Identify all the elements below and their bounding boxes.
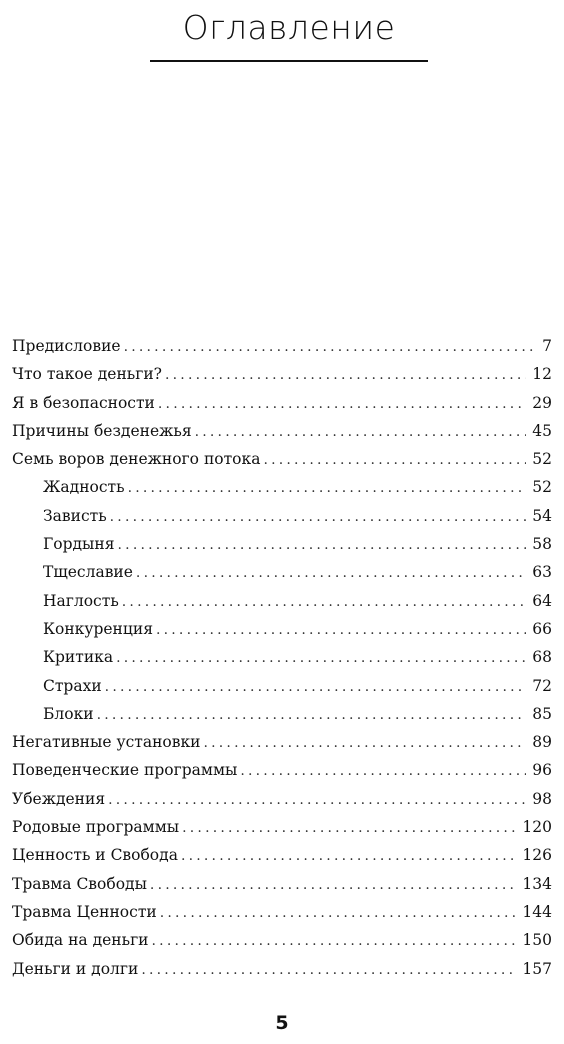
toc-entry-page: 144 <box>522 902 552 921</box>
toc-entry <box>12 813 552 841</box>
toc-entry-page: 126 <box>522 846 552 865</box>
toc-dot-leader <box>263 446 526 474</box>
toc-entry <box>12 332 552 360</box>
toc-dot-leader <box>152 927 517 955</box>
toc-entry-title: Блоки <box>43 704 94 723</box>
toc-entry <box>12 502 552 530</box>
toc-entry-title: Гордыня <box>43 535 115 554</box>
toc-entry-page: 52 <box>532 450 552 469</box>
toc-entry-page: 63 <box>532 563 552 582</box>
toc-entry-title: Тщеславие <box>43 563 133 582</box>
toc-entry-page: 120 <box>522 818 552 837</box>
toc-entry-title: Ценность и Свобода <box>12 846 178 865</box>
toc-entry-page: 52 <box>532 478 552 497</box>
toc-entry-page: 98 <box>532 789 552 808</box>
toc-entry-title: Я в безопасности <box>12 393 155 412</box>
toc-dot-leader <box>203 729 526 757</box>
toc-entry <box>12 360 552 388</box>
toc-entry <box>12 870 552 898</box>
toc-dot-leader <box>181 842 516 870</box>
toc-entry <box>12 955 552 983</box>
toc-entry <box>12 389 552 417</box>
toc-entry-page: 134 <box>522 874 552 893</box>
toc-entry <box>12 672 552 700</box>
toc-entry-page: 72 <box>532 676 552 695</box>
toc-entry <box>12 473 552 501</box>
toc-entry <box>12 643 552 671</box>
toc-entry <box>12 785 552 813</box>
toc-entry-page: 45 <box>532 421 552 440</box>
toc-entry-title: Травма Свободы <box>12 874 147 893</box>
toc-entry <box>12 417 552 445</box>
title-underline <box>150 60 428 62</box>
toc-dot-leader <box>158 390 526 418</box>
toc-dot-leader <box>156 616 526 644</box>
toc-entry-page: 54 <box>532 506 552 525</box>
toc-dot-leader <box>110 503 527 531</box>
toc-dot-leader <box>165 361 526 389</box>
toc-dot-leader <box>118 531 527 559</box>
toc-entry-page: 68 <box>532 648 552 667</box>
toc-entry <box>12 926 552 954</box>
toc-entry <box>12 756 552 784</box>
toc-entry-page: 157 <box>522 959 552 978</box>
toc-entry-page: 64 <box>532 591 552 610</box>
toc-dot-leader <box>124 333 537 361</box>
toc-dot-leader <box>240 757 526 785</box>
toc-dot-leader <box>128 474 527 502</box>
toc-dot-leader <box>97 701 527 729</box>
toc-entry-page: 7 <box>542 337 552 355</box>
toc-entry-page: 58 <box>532 535 552 554</box>
toc-entry-title: Убеждения <box>12 789 106 808</box>
toc-entry <box>12 558 552 586</box>
toc-entry-title: Негативные установки <box>12 733 201 752</box>
toc-dot-leader <box>108 786 526 814</box>
toc-entry-title: Страхи <box>43 676 102 695</box>
toc-dot-leader <box>195 418 527 446</box>
toc-dot-leader <box>116 644 526 672</box>
toc-entry <box>12 700 552 728</box>
toc-entry-title: Деньги и долги <box>12 959 139 978</box>
toc-entry-title: Предисловие <box>12 337 121 355</box>
toc-dot-leader <box>141 956 516 984</box>
toc-entry <box>12 445 552 473</box>
toc-entry-title: Что такое деньги? <box>12 365 162 384</box>
toc-entry <box>12 615 552 643</box>
toc-dot-leader <box>160 899 517 927</box>
toc-entry-title: Родовые программы <box>12 818 180 837</box>
toc-entry-title: Обида на деньги <box>12 931 149 950</box>
toc-entry-page: 96 <box>532 761 552 780</box>
toc-entry <box>12 728 552 756</box>
toc-entry-page: 12 <box>532 365 552 384</box>
toc-entry-page: 85 <box>532 704 552 723</box>
page-number: 5 <box>275 1012 289 1034</box>
toc-entry-title: Жадность <box>43 478 125 497</box>
toc-entry-title: Поведенческие программы <box>12 761 238 780</box>
toc-entry-title: Критика <box>43 648 114 667</box>
toc-dot-leader <box>150 871 516 899</box>
toc-entry-title: Травма Ценности <box>12 902 157 921</box>
toc-dot-leader <box>136 559 526 587</box>
toc-entry-title: Конкуренция <box>43 619 153 638</box>
toc-entry <box>12 841 552 869</box>
toc-entry <box>12 898 552 926</box>
table-of-contents <box>12 332 552 983</box>
toc-entry-page: 29 <box>532 393 552 412</box>
toc-dot-leader <box>105 673 527 701</box>
toc-entry-title: Семь воров денежного потока <box>12 450 261 469</box>
toc-entry-page: 89 <box>532 733 552 752</box>
toc-dot-leader <box>122 588 527 616</box>
toc-entry-page: 150 <box>522 931 552 950</box>
toc-entry-title: Причины безденежья <box>12 421 192 440</box>
toc-entry-page: 66 <box>532 619 552 638</box>
toc-entry <box>12 587 552 615</box>
toc-entry <box>12 530 552 558</box>
page-title: Оглавление <box>182 8 396 47</box>
toc-entry-title: Зависть <box>43 506 107 525</box>
toc-dot-leader <box>182 814 516 842</box>
toc-entry-title: Наглость <box>43 591 119 610</box>
